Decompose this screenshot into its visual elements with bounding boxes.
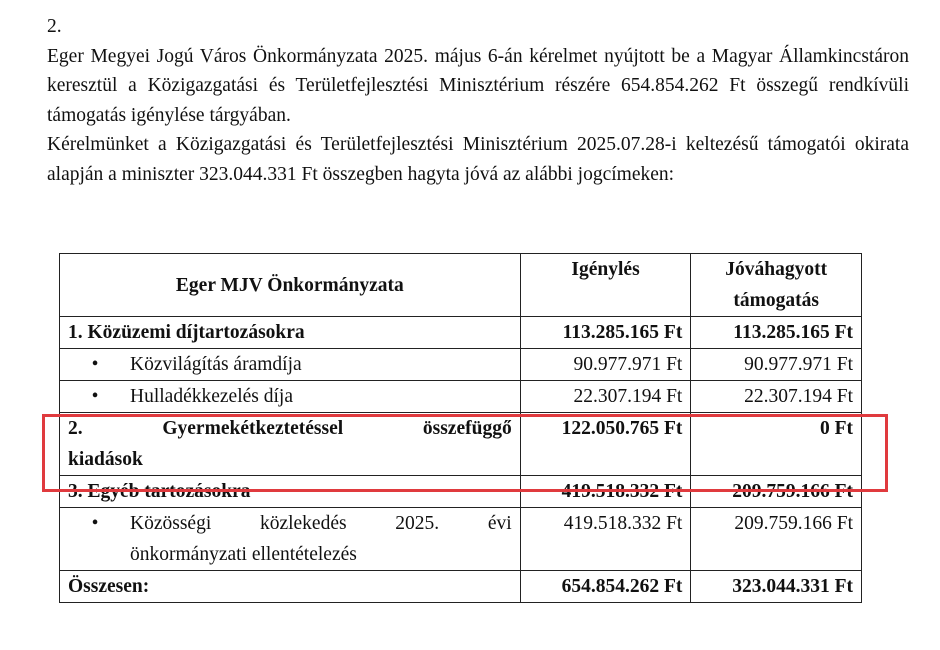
table-row: [60, 413, 862, 476]
row-requested: 113.285.165 Ft: [520, 317, 691, 349]
table-row: [60, 349, 862, 381]
row-label: Közvilágítás áramdíja: [130, 354, 302, 375]
section-number: 2.: [47, 16, 62, 37]
row-requested: 419.518.332 Ft: [520, 508, 691, 571]
table-row: [60, 476, 862, 508]
row-label: 3. Egyéb tartozásokra: [60, 476, 521, 508]
bullet-icon: •: [91, 386, 99, 407]
row-approved: 113.285.165 Ft: [691, 317, 862, 349]
table-row: [60, 381, 862, 413]
row-approved: 22.307.194 Ft: [691, 381, 862, 413]
row-approved: 209.759.166 Ft: [691, 508, 862, 571]
row-approved: 209.759.166 Ft: [691, 476, 862, 508]
header-requested: Igénylés: [520, 254, 691, 317]
table-row: [60, 508, 862, 571]
row-label-line1: Közösségi közlekedés 2025. évi: [130, 513, 512, 534]
row-requested: 22.307.194 Ft: [520, 381, 691, 413]
document-body: [47, 12, 909, 189]
table-row-total: [60, 571, 862, 603]
bullet-icon: •: [91, 354, 99, 375]
row-approved: 90.977.971 Ft: [691, 349, 862, 381]
row-approved: 323.044.331 Ft: [691, 571, 862, 603]
row-label: 1. Közüzemi díjtartozásokra: [60, 317, 521, 349]
header-approved: Jóváhagyott támogatás: [691, 254, 862, 317]
header-organization: Eger MJV Önkormányzata: [60, 254, 521, 317]
table-row: [60, 317, 862, 349]
table-header-row: [60, 254, 862, 317]
row-label: Hulladékkezelés díja: [130, 386, 293, 407]
row-label: Összesen:: [60, 571, 521, 603]
paragraph-approval: Kérelmünket a Közigazgatási és Területfejlesztési Minisztérium 2025.07.28-i keltezésű támogatói okirata alapján a miniszter 323.044.331 Ft összegben hagyta jóvá az alábbi jogcímeken:: [47, 134, 909, 185]
row-label-line1: 2. Gyermekétkeztetéssel összefüggő: [68, 418, 512, 439]
row-label-line2: önkormányzati ellentételezés: [130, 544, 357, 565]
row-requested: 122.050.765 Ft: [520, 413, 691, 476]
row-requested: 419.518.332 Ft: [520, 476, 691, 508]
row-requested: 90.977.971 Ft: [520, 349, 691, 381]
bullet-icon: •: [91, 513, 99, 534]
row-label-multiline: [60, 413, 521, 476]
paragraph-request: Eger Megyei Jogú Város Önkormányzata 2025. május 6-án kérelmet nyújtott be a Magyar Államkincstáron keresztül a Közigazgatási és Területfejlesztési Minisztérium részére 654.854.262 Ft összegű rendkívüli támogatás igénylése tárgyában.: [47, 45, 909, 126]
row-label-line2: kiadások: [68, 449, 143, 470]
row-approved: 0 Ft: [691, 413, 862, 476]
row-requested: 654.854.262 Ft: [520, 571, 691, 603]
support-table: [59, 253, 862, 603]
